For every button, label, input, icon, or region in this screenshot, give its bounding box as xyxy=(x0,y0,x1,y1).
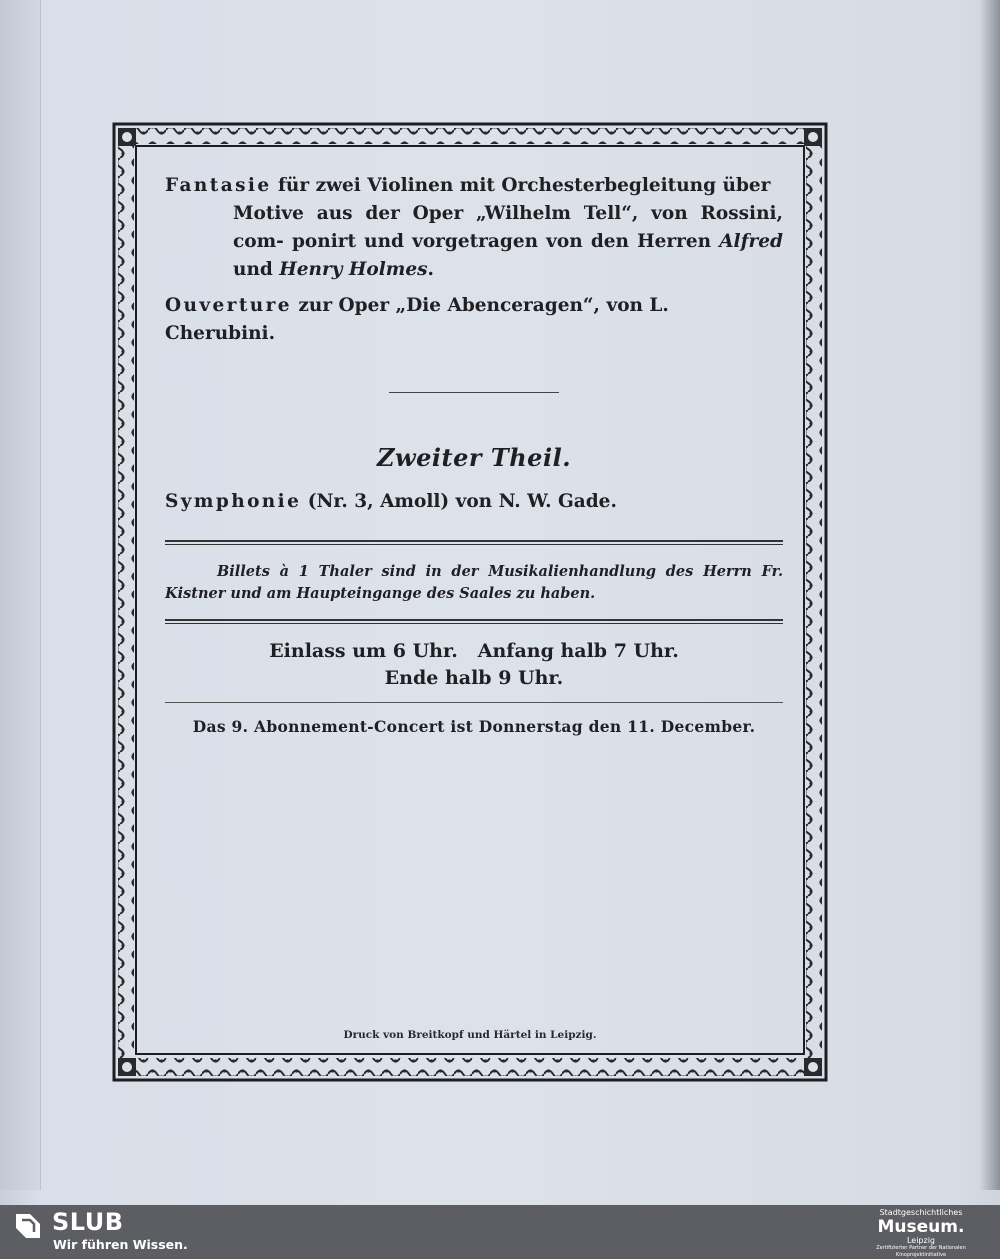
item-text-line3-post: und xyxy=(233,259,273,280)
program-content xyxy=(165,172,783,736)
item-text-ouverture: zur Oper „Die Abenceragen“, von L. Cherubini. xyxy=(165,295,669,344)
program-item-fantasie xyxy=(165,172,783,284)
section-title: Zweiter Theil. xyxy=(376,443,572,472)
printer-imprint: Druck von Breitkopf und Härtel in Leipzig. xyxy=(343,1029,597,1041)
item-text-block xyxy=(165,200,783,284)
museum-logo[interactable] xyxy=(856,1208,986,1259)
item-lead-symphonie: Symphonie xyxy=(165,491,302,512)
section-divider xyxy=(389,392,559,393)
paper-right-edge xyxy=(980,0,1000,1190)
item-text-line4-post: . xyxy=(427,259,434,280)
paper-fold-edge xyxy=(0,0,41,1190)
double-rule-top xyxy=(165,540,783,545)
item-text-line1: für zwei Violinen mit Orchesterbegleitung über xyxy=(277,175,771,196)
time-info xyxy=(165,638,783,692)
slub-name[interactable]: SLUB xyxy=(52,1208,124,1236)
thin-rule xyxy=(165,702,783,703)
slub-logo-icon[interactable] xyxy=(12,1210,44,1242)
program-item-ouverture xyxy=(165,292,783,348)
next-concert-notice: Das 9. Abonnement-Concert ist Donnerstag den 11. December. xyxy=(192,717,756,736)
item-text-line2: Motive aus der Oper „Wilhelm Tell“, von Rossini, com- xyxy=(233,203,783,252)
museum-name: Museum. xyxy=(877,1217,965,1237)
footer-bar xyxy=(0,1205,1000,1258)
performer-name-alfred: Alfred xyxy=(719,231,783,252)
item-lead-fantasie: Fantasie xyxy=(165,175,272,196)
item-text-line3-pre: ponirt und vorgetragen von den Herren xyxy=(291,231,712,252)
ticket-notice: Billets à 1 Thaler sind in der Musikalienhandlung des Herrn Fr. Kistner und am Haupteingange des Saales zu haben. xyxy=(165,563,783,602)
museum-city: Leipzig xyxy=(906,1236,936,1245)
time-info-line2: Ende halb 9 Uhr. xyxy=(384,667,564,689)
item-text-symphonie: (Nr. 3, Amoll) von N. W. Gade. xyxy=(307,491,617,512)
program-item-symphonie xyxy=(165,488,783,516)
performer-name-holmes: Henry Holmes xyxy=(279,259,428,280)
double-rule-bottom xyxy=(165,619,783,624)
item-lead-ouverture: Ouverture xyxy=(165,295,292,316)
slub-tagline: Wir führen Wissen. xyxy=(53,1237,188,1252)
time-info-line1: Einlass um 6 Uhr. Anfang halb 7 Uhr. xyxy=(269,640,679,662)
museum-note: Zertifizierter Partner der Nationalen Kinoprojektinitiative xyxy=(876,1245,966,1258)
museum-pre: Stadtgeschichtliches xyxy=(879,1208,963,1217)
